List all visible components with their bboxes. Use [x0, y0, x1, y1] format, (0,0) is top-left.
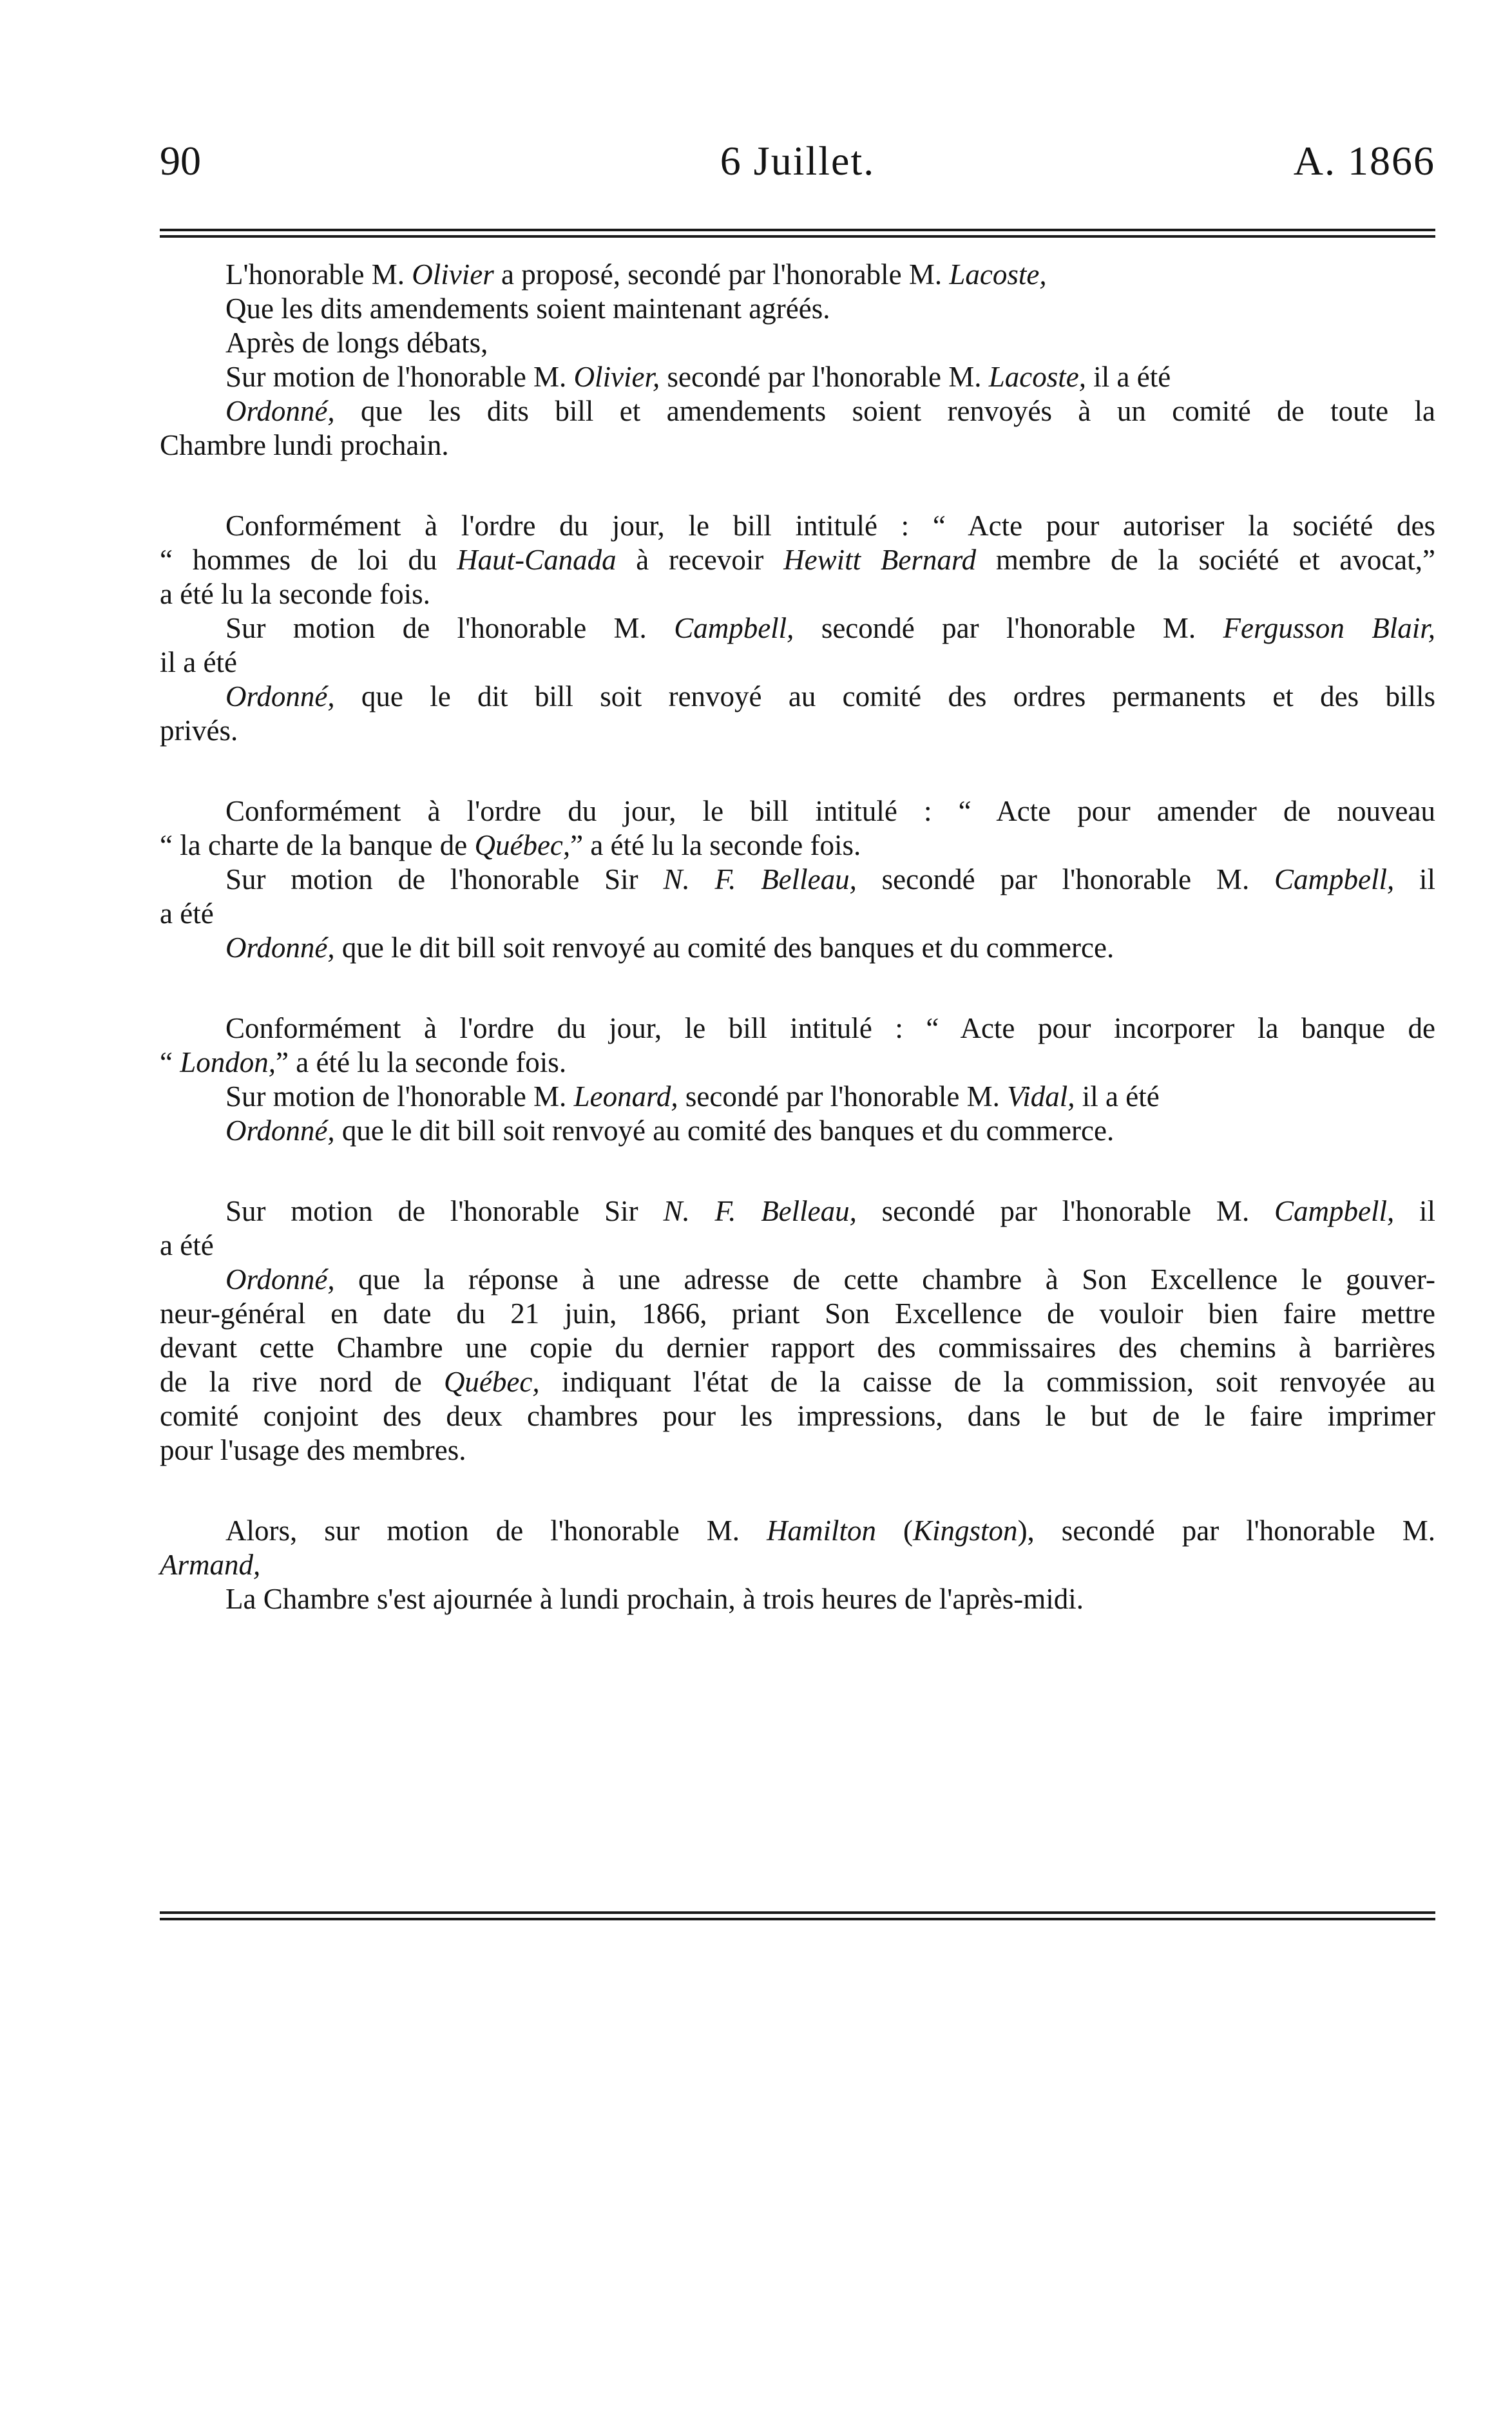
text-line: [160, 258, 1435, 292]
text-line: [160, 1297, 1435, 1331]
italic-name: Campbell,: [674, 612, 794, 644]
text-line: [160, 897, 1435, 931]
text-run: La Chambre s'est ajournée à lundi prochain, à trois heures de l'après-midi.: [225, 1583, 1084, 1615]
italic-name: N. F. Belleau,: [663, 863, 857, 895]
text-run: devant cette Chambre une copie du dernier rapport des commissaires des chemins à barrières: [160, 1332, 1435, 1364]
text-run: (: [876, 1515, 914, 1547]
text-line: [160, 645, 1435, 680]
text-run: Sur motion de l'honorable M.: [225, 361, 574, 393]
text-run: “: [160, 1046, 180, 1078]
journal-entry: [160, 1011, 1435, 1148]
text-run: Sur motion de l'honorable M.: [225, 612, 675, 644]
italic-name: Fergusson Blair,: [1223, 612, 1435, 644]
text-line: [160, 1011, 1435, 1046]
italic-name: Ordonné,: [225, 1114, 335, 1147]
italic-name: Haut-Canada: [457, 544, 617, 576]
italic-name: N. F. Belleau,: [663, 1195, 857, 1227]
text-line: [160, 714, 1435, 748]
text-run: secondé par l'honorable M.: [856, 863, 1274, 895]
text-run: Que les dits amendements soient maintenant agréés.: [225, 292, 830, 325]
text-line: [160, 428, 1435, 463]
text-run: Sur motion de l'honorable Sir: [225, 1195, 664, 1227]
journal-entry: [160, 1514, 1435, 1616]
header-year: A. 1866: [1293, 138, 1435, 184]
footer-double-rule: [160, 1911, 1435, 1920]
text-run: Après de longs débats,: [225, 327, 488, 359]
text-run: a proposé, secondé par l'honorable M.: [493, 258, 950, 291]
text-run: ” a été lu la seconde fois.: [276, 1046, 567, 1078]
text-run: que le dit bill soit renvoyé au comité des banques et du commerce.: [334, 932, 1115, 964]
text-run: membre de la société et avocat,”: [976, 544, 1435, 576]
text-run: privés.: [160, 714, 238, 747]
text-run: L'honorable M.: [225, 258, 412, 291]
italic-name: Kingston: [913, 1515, 1018, 1547]
journal-body: [160, 258, 1435, 1663]
text-run: neur-général en date du 21 juin, 1866, priant Son Excellence de vouloir bien faire mettre: [160, 1297, 1435, 1330]
text-line: [160, 1399, 1435, 1433]
text-line: [160, 509, 1435, 543]
text-run: Conformément à l'ordre du jour, le bill intitulé : “ Acte pour incorporer la banque de: [225, 1012, 1435, 1044]
italic-name: Hewitt Bernard: [783, 544, 977, 576]
italic-name: Ordonné,: [225, 1263, 335, 1296]
text-line: [160, 292, 1435, 326]
text-run: il: [1394, 1195, 1435, 1227]
text-run: a été: [160, 897, 214, 930]
header-double-rule: [160, 229, 1435, 238]
text-line: [160, 1582, 1435, 1616]
italic-name: London,: [180, 1046, 276, 1078]
text-run: que les dits bill et amendements soient renvoyés à un comité de toute la: [334, 395, 1435, 427]
italic-name: Vidal,: [1007, 1080, 1075, 1113]
running-header: [160, 132, 1435, 190]
text-run: Conformément à l'ordre du jour, le bill intitulé : “ Acte pour autoriser la société des: [225, 510, 1435, 542]
text-run: Conformément à l'ordre du jour, le bill intitulé : “ Acte pour amender de nouveau: [225, 795, 1435, 827]
text-run: a été: [160, 1229, 214, 1261]
journal-entry: [160, 1194, 1435, 1468]
text-run: que le dit bill soit renvoyé au comité des banques et du commerce.: [334, 1114, 1115, 1147]
italic-name: Olivier: [412, 258, 494, 291]
text-run: il a été: [160, 646, 237, 678]
italic-name: Olivier,: [573, 361, 660, 393]
text-run: secondé par l'honorable M.: [856, 1195, 1274, 1227]
text-run: il: [1394, 863, 1435, 895]
text-line: [160, 1548, 1435, 1582]
text-run: Chambre lundi prochain.: [160, 429, 449, 461]
text-run: il a été: [1075, 1080, 1160, 1113]
text-line: [160, 680, 1435, 714]
italic-name: Leonard,: [573, 1080, 678, 1113]
text-line: [160, 1263, 1435, 1297]
journal-entry: [160, 509, 1435, 748]
italic-name: Ordonné,: [225, 395, 335, 427]
text-run: ), secondé par l'honorable M.: [1017, 1515, 1435, 1547]
text-run: comité conjoint des deux chambres pour les impressions, dans le but de le faire imprimer: [160, 1400, 1435, 1432]
text-run: pour l'usage des membres.: [160, 1434, 466, 1466]
italic-name: Ordonné,: [225, 680, 335, 712]
text-line: [160, 360, 1435, 394]
text-run: Alors, sur motion de l'honorable M.: [225, 1515, 767, 1547]
text-run: secondé par l'honorable M.: [660, 361, 989, 393]
italic-name: Armand,: [160, 1549, 261, 1581]
text-run: Sur motion de l'honorable Sir: [225, 863, 664, 895]
italic-name: Lacoste,: [949, 258, 1047, 291]
text-line: [160, 1331, 1435, 1365]
text-run: que le dit bill soit renvoyé au comité des ordres permanents et des bills: [334, 680, 1435, 712]
italic-name: Québec,: [474, 829, 571, 861]
text-run: secondé par l'honorable M.: [678, 1080, 1008, 1113]
text-run: que la réponse à une adresse de cette chambre à Son Excellence le gouver-: [334, 1263, 1435, 1296]
text-line: [160, 326, 1435, 360]
text-run: “ la charte de la banque de: [160, 829, 475, 861]
italic-name: Lacoste,: [988, 361, 1086, 393]
text-run: secondé par l'honorable M.: [794, 612, 1223, 644]
italic-name: Campbell,: [1274, 863, 1395, 895]
text-run: à recevoir: [616, 544, 784, 576]
text-line: [160, 1514, 1435, 1548]
text-run: ” a été lu la seconde fois.: [570, 829, 861, 861]
text-line: [160, 828, 1435, 863]
text-run: “ hommes de loi du: [160, 544, 457, 576]
text-run: Sur motion de l'honorable M.: [225, 1080, 574, 1113]
italic-name: Hamilton: [767, 1515, 877, 1547]
text-run: a été lu la seconde fois.: [160, 578, 430, 610]
text-line: [160, 1080, 1435, 1114]
text-line: [160, 1229, 1435, 1263]
text-run: de la rive nord de: [160, 1366, 444, 1398]
text-line: [160, 931, 1435, 965]
page-number: 90: [160, 138, 201, 184]
journal-entry: [160, 258, 1435, 463]
italic-name: Québec,: [443, 1366, 540, 1398]
text-line: [160, 611, 1435, 645]
text-line: [160, 1046, 1435, 1080]
text-line: [160, 543, 1435, 577]
text-line: [160, 863, 1435, 897]
text-line: [160, 794, 1435, 828]
italic-name: Ordonné,: [225, 932, 335, 964]
text-line: [160, 1433, 1435, 1468]
journal-entry: [160, 794, 1435, 965]
text-run: indiquant l'état de la caisse de la commission, soit renvoyée au: [539, 1366, 1435, 1398]
text-line: [160, 1114, 1435, 1148]
text-run: il a été: [1086, 361, 1171, 393]
text-line: [160, 394, 1435, 428]
italic-name: Campbell,: [1274, 1195, 1395, 1227]
text-line: [160, 577, 1435, 611]
text-line: [160, 1194, 1435, 1229]
text-line: [160, 1365, 1435, 1399]
header-date: 6 Juillet.: [720, 138, 876, 184]
